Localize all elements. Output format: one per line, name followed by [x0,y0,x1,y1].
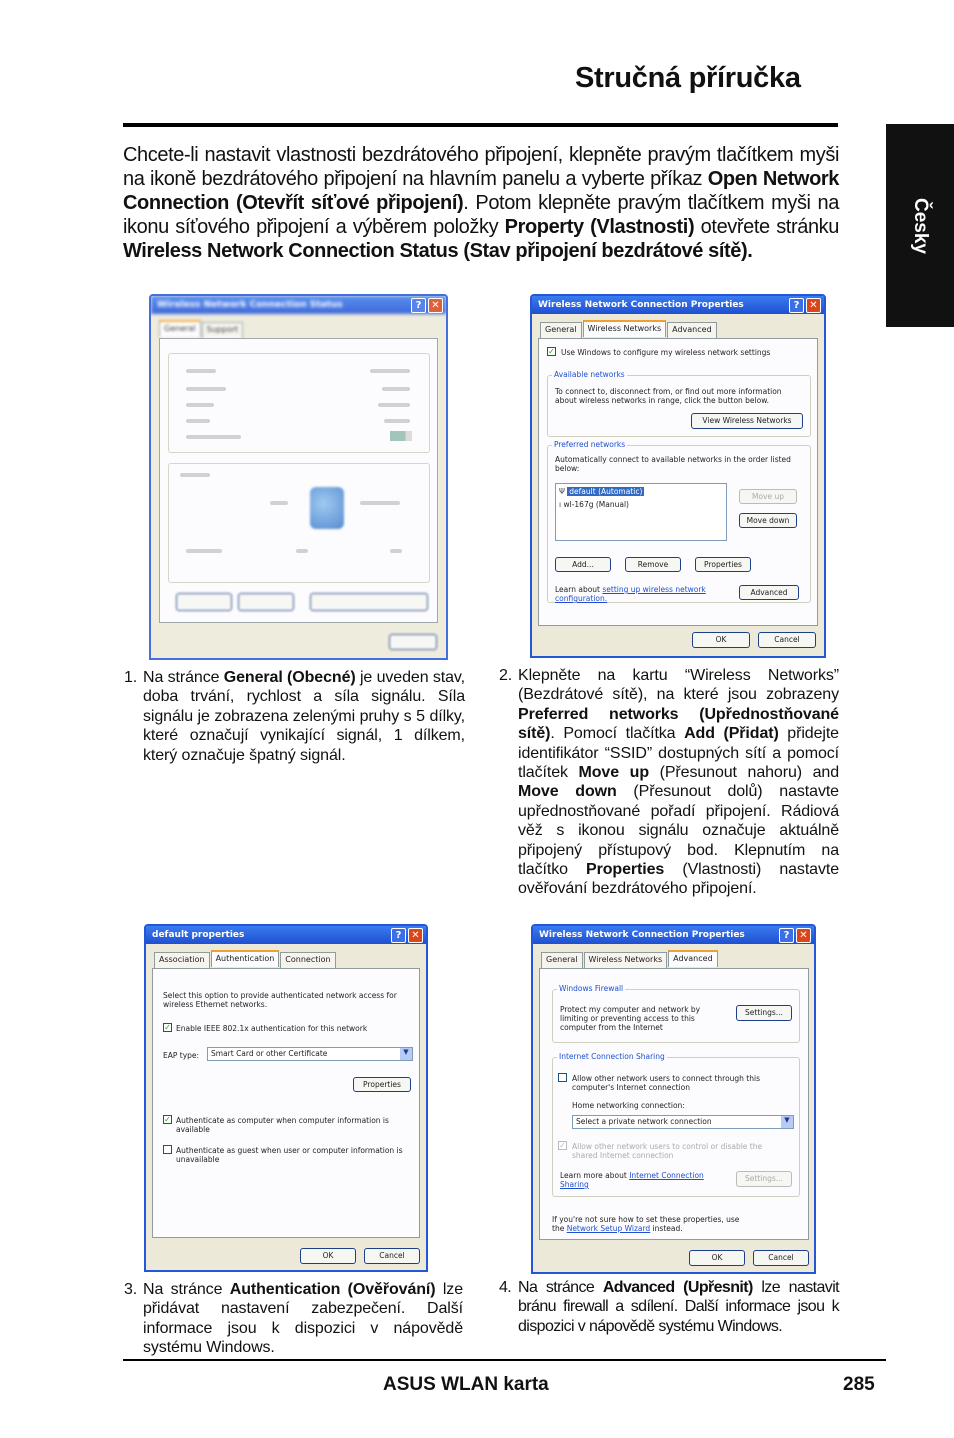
caption-bold: Preferred networks (Upřednostňované sítě) [518,705,839,743]
blurred-text [384,419,410,423]
caption-text: je uveden stav, doba trvání, rychlost a síla signálu. Síla signálu je zobrazena zelenými pruhy s 5 dílky, které označují vynikající signál, 1 dílkem, který označuje špatný signál. [143,669,465,764]
close-icon[interactable]: ✕ [408,928,423,943]
close-icon[interactable]: ✕ [806,298,821,313]
language-label: Česky [910,197,931,254]
move-up-button[interactable]: Move up [739,489,797,504]
caption-bold: Move down [518,783,617,801]
home-networking-label: Home networking connection: [572,1101,685,1110]
available-text: To connect to, disconnect from, or find out more information about wireless networks in range, click the button below. [555,387,782,405]
blurred-text [186,435,241,439]
caption-3 [124,1280,464,1358]
tab-connection[interactable]: Connection [280,952,335,969]
tab-strip [154,952,337,969]
blurred-text [296,549,308,553]
intro-text-1: Chcete-li nastavit vlastnosti bezdrátového připojení, klepněte pravým tlačítkem myši na ikoně bezdrátového připojení na hlavním panelu a vyberte příkaz [123,144,839,190]
advanced-pane [539,968,809,1240]
caption-text: (Vlastnosti) nastavte ověřování bezdrátového připojení. [518,861,840,898]
setup-wireless-link[interactable]: setting up wireless network configuration. [555,585,706,603]
private-network-select[interactable] [572,1115,794,1129]
tab-strip [541,952,719,969]
tab-authentication[interactable]: Authentication [211,950,280,967]
wizard-link[interactable]: Network Setup Wizard [566,1224,651,1233]
help-icon[interactable]: ? [391,928,406,943]
use-windows-checkbox[interactable]: ✓ [548,347,555,356]
caption-text: (Přesunout dolů) nastavte upřednostňované pořadí připojení. Rádiová věž s ikonou signálu označuje aktuálně připojený přístupový bod. Klepnutím na tlačítko [518,783,839,879]
close-button[interactable] [389,634,437,650]
network-name: default (Automatic) [569,487,643,496]
ok-button[interactable]: OK [689,1250,745,1266]
blurred-text [360,501,400,505]
caption-4 [499,1278,839,1336]
caption-bold: Move up [578,764,649,782]
network-item-wl167g[interactable] [559,500,715,511]
signal-strength-icon [390,431,412,441]
tab-general[interactable]: General [541,952,583,969]
auth-as-guest-label: Authenticate as guest when user or computer information is unavailable [176,1146,403,1164]
auth-as-guest-checkbox[interactable] [163,1145,172,1154]
eap-properties-button[interactable]: Properties [353,1077,411,1092]
tab-wireless-networks[interactable]: Wireless Networks [584,952,668,969]
activity-group [168,463,430,583]
blurred-text [186,549,222,553]
tab-general[interactable]: General [159,320,201,337]
help-icon[interactable]: ? [779,928,794,943]
caption-text: . Pomocí tlačítka [550,725,685,743]
wireless-pane [538,338,818,626]
authentication-pane [152,968,420,1238]
blurred-text [186,419,210,423]
intro-bold-2: Property (Vlastnosti) [504,216,695,238]
caption-bold: Add (Přidat) [684,725,779,743]
properties-button[interactable]: Properties [695,557,751,572]
title-buttons [789,298,821,313]
ok-button[interactable]: OK [300,1248,356,1264]
caption-number: 1. [124,669,138,686]
page-title: Stručná příručka [575,62,801,94]
tab-wireless-networks[interactable]: Wireless Networks [583,320,667,337]
blurred-text [180,473,210,477]
blurred-text [378,403,410,407]
allow-control-checkbox[interactable]: ✓ [559,1141,566,1150]
available-networks-label: Available networks [554,370,625,379]
learn-about-text [555,585,715,603]
ics-label: Internet Connection Sharing [559,1052,665,1061]
window-title: Wireless Network Connection Status [151,296,446,314]
enable-8021x-label: Enable IEEE 802.1x authentication for this network [176,1024,368,1033]
caption-number: 4. [499,1279,512,1296]
tab-advanced[interactable]: Advanced [668,950,718,967]
firewall-text: Protect my computer and network by limiting or preventing access to this computer from the Internet [560,1005,701,1032]
view-wireless-networks-button[interactable]: View Wireless Networks [691,413,803,429]
caption-text: lze nastavit bránu firewall a sdílení. Další informace jsou k dispozici v nápovědě systému Windows. [518,1279,839,1335]
auth-as-computer-label: Authenticate as computer when computer information is available [176,1116,389,1134]
tab-strip [159,322,244,339]
tab-support[interactable]: Support [202,322,244,339]
auth-as-computer-checkbox[interactable]: ✓ [164,1115,171,1124]
caption-text: lze přidávat nastavení zabezpečení. Další informace jsou k dispozici v nápovědě systému Windows. [143,1281,464,1357]
private-network-value: Select a private network connection [576,1117,712,1126]
caption-bold: Authentication (Ověřování) [229,1281,436,1298]
use-windows-label: Use Windows to configure my wireless network settings [561,348,771,357]
advanced-button[interactable]: Advanced [739,585,799,600]
caption-number: 3. [124,1281,138,1298]
intro-bold-3: Wireless Network Connection Status (Stav připojení bezdrátové sítě). [123,240,753,262]
cancel-button[interactable]: Cancel [364,1248,420,1264]
learn-about-label: Learn about [555,585,600,594]
intro-text-3: otevřete stránku [694,216,839,238]
ics-settings-button[interactable]: Settings... [736,1171,792,1187]
network-name: wl-167g (Manual) [563,500,629,509]
caption-text: Klepněte na kartu “Wireless Networks” (Bezdrátové sítě), na které jsou zobrazeny [518,667,839,704]
cancel-button[interactable]: Cancel [758,632,816,648]
move-down-button[interactable]: Move down [739,513,797,528]
view-wireless-networks-button[interactable] [310,593,428,611]
firewall-settings-button[interactable]: Settings... [736,1005,792,1021]
tab-strip [540,322,718,339]
instead-label: instead. [652,1224,683,1233]
allow-other-label: Allow other network users to connect through this computer's Internet connection [572,1074,760,1092]
language-tab [886,124,954,327]
eap-type-select[interactable] [207,1047,413,1061]
screenshot-authentication [144,924,428,1272]
tab-association[interactable]: Association [154,952,210,969]
caption-number: 2. [499,667,513,684]
caption-text: přidejte identifikátor “SSID” dostupných sítí a pomocí tlačítek [518,725,839,782]
blurred-text [186,369,216,373]
caption-2 [499,666,840,899]
preferred-networks-label: Preferred networks [554,440,626,449]
caption-bold: General (Obecné) [223,669,356,686]
network-activity-icon [310,487,344,529]
title-buttons [391,928,423,943]
screenshot-connection-status [149,294,448,660]
window-title: default properties [146,926,426,944]
tab-general[interactable]: General [540,322,582,339]
caption-text: Na stránce [518,1279,603,1296]
bottom-rule [123,1359,886,1361]
blurred-text [186,403,214,407]
cancel-button[interactable]: Cancel [753,1250,809,1266]
blurred-text [186,387,226,391]
footer-title: ASUS WLAN karta [383,1374,549,1395]
disable-button[interactable] [238,593,294,611]
help-icon[interactable]: ? [789,298,804,313]
screenshot-advanced [531,924,816,1274]
caption-bold: Advanced (Upřesnit) [602,1279,753,1296]
close-icon[interactable]: ✕ [796,928,811,943]
network-icon: ı [559,500,562,509]
learn-more-label: Learn more about [560,1171,627,1180]
radio-tower-icon: Ψ [559,487,565,496]
chevron-down-icon: ▼ [781,1116,793,1128]
help-icon[interactable]: ? [411,298,426,313]
caption-1 [124,668,465,765]
chevron-down-icon: ▼ [400,1048,412,1060]
unsure-label: If you're not sure how to set these properties, use the [552,1215,740,1233]
add-button[interactable]: Add... [555,557,611,572]
title-buttons [779,928,811,943]
caption-text: (Přesunout nahoru) and [649,764,839,782]
intro-bold-1: Open Network Connection (Otevřít síťové připojení) [123,168,839,214]
ics-link[interactable]: Internet Connection Sharing [560,1171,704,1189]
caption-text: Na stránce [143,669,224,686]
learn-more-text [560,1171,710,1189]
caption-text: Na stránce [143,1281,230,1298]
intro-text-2: . Potom klepněte pravým tlačítkem myši na ikonu síťového připojení a výběrem položky [123,192,840,238]
window-title: Wireless Network Connection Properties [532,296,824,314]
title-buttons [411,298,443,313]
preferred-networks-list[interactable] [555,483,727,541]
eap-type-value: Smart Card or other Certificate [211,1049,328,1058]
properties-button[interactable] [176,593,232,611]
blurred-text [382,387,410,391]
tab-advanced[interactable]: Advanced [667,322,717,339]
blurred-text [390,549,402,553]
remove-button[interactable]: Remove [625,557,681,572]
page-number: 285 [843,1374,875,1395]
firewall-label: Windows Firewall [559,984,624,993]
window-title: Wireless Network Connection Properties [533,926,814,944]
top-rule [123,123,838,127]
screenshot-wireless-networks [530,294,826,658]
setup-wizard-text [552,1215,752,1233]
intro-paragraph [123,143,839,263]
select-option-text: Select this option to provide authenticated network access for wireless Ethernet networks. [163,991,397,1009]
status-pane [159,338,438,623]
allow-other-checkbox[interactable] [558,1073,567,1082]
close-icon[interactable]: ✕ [428,298,443,313]
network-item-default[interactable] [559,487,715,498]
enable-8021x-checkbox[interactable]: ✓ [164,1023,171,1032]
blurred-text [370,369,410,373]
ok-button[interactable]: OK [692,632,750,648]
caption-bold: Properties [586,861,665,879]
preferred-text: Automatically connect to available networks in the order listed below: [555,455,791,473]
allow-control-label: Allow other network users to control or disable the shared Internet connection [572,1142,763,1160]
eap-type-label: EAP type: [163,1051,200,1060]
blurred-text [270,501,288,505]
